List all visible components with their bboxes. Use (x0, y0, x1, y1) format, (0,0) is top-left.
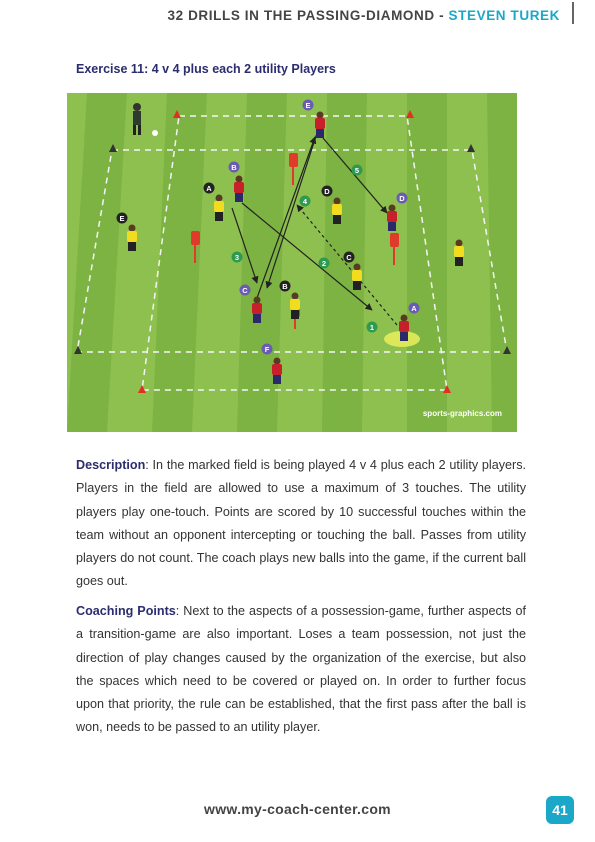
description-paragraph (76, 454, 526, 594)
player-label: F (264, 345, 270, 354)
player-label: D (324, 187, 330, 196)
player-label: E (305, 101, 311, 110)
author-name: STEVEN TUREK (448, 8, 560, 23)
player-label: E (119, 214, 125, 223)
running-header (0, 8, 560, 23)
book-title: 32 DRILLS IN THE PASSING-DIAMOND - (167, 8, 449, 23)
player-label: D (399, 194, 405, 203)
description-text: : In the marked field is being played 4 v 4 plus each 2 utility players. Players in the field are allowed to use a maximum of 3 touches. The utility players play one-touch. Points are scored by 10 successful touches within the team without an opponent intercepting or touching the ball. Passes from utility players do not count. The coach plays new balls into the game, if the current ball goes out. (76, 458, 526, 589)
exercise-title: Exercise 11: 4 v 4 plus each 2 utility Players (76, 62, 336, 76)
player-label: A (411, 304, 417, 313)
description-label: Description (76, 458, 146, 472)
grass-background (67, 93, 517, 432)
pass-number: 1 (369, 323, 375, 332)
player-label: C (346, 253, 352, 262)
coaching-paragraph (76, 600, 526, 740)
player-label: B (231, 163, 237, 172)
pass-number: 2 (321, 259, 327, 268)
drill-diagram (67, 93, 517, 432)
player-label: B (282, 282, 288, 291)
page-number: 41 (546, 796, 574, 824)
player-label: C (242, 286, 248, 295)
header-divider (572, 2, 574, 24)
pass-number: 3 (234, 253, 240, 262)
pass-number: 5 (354, 166, 360, 175)
pass-number: 4 (302, 197, 308, 206)
coaching-text: : Next to the aspects of a possession-game, further aspects of a transition-game are also important. Loses a team possession, not just the direction of play changes caused by the organization of the exercise, but also the spaces which need to be covered or played on. In order to further focus upon that priority, the rule can be established, that the first pass after the ball is won, needs to be passed to an utility player. (76, 604, 526, 735)
watermark: sports-graphics.com (422, 409, 502, 418)
coaching-label: Coaching Points (76, 604, 176, 618)
player-label: A (206, 184, 212, 193)
footer-url: www.my-coach-center.com (204, 801, 391, 817)
